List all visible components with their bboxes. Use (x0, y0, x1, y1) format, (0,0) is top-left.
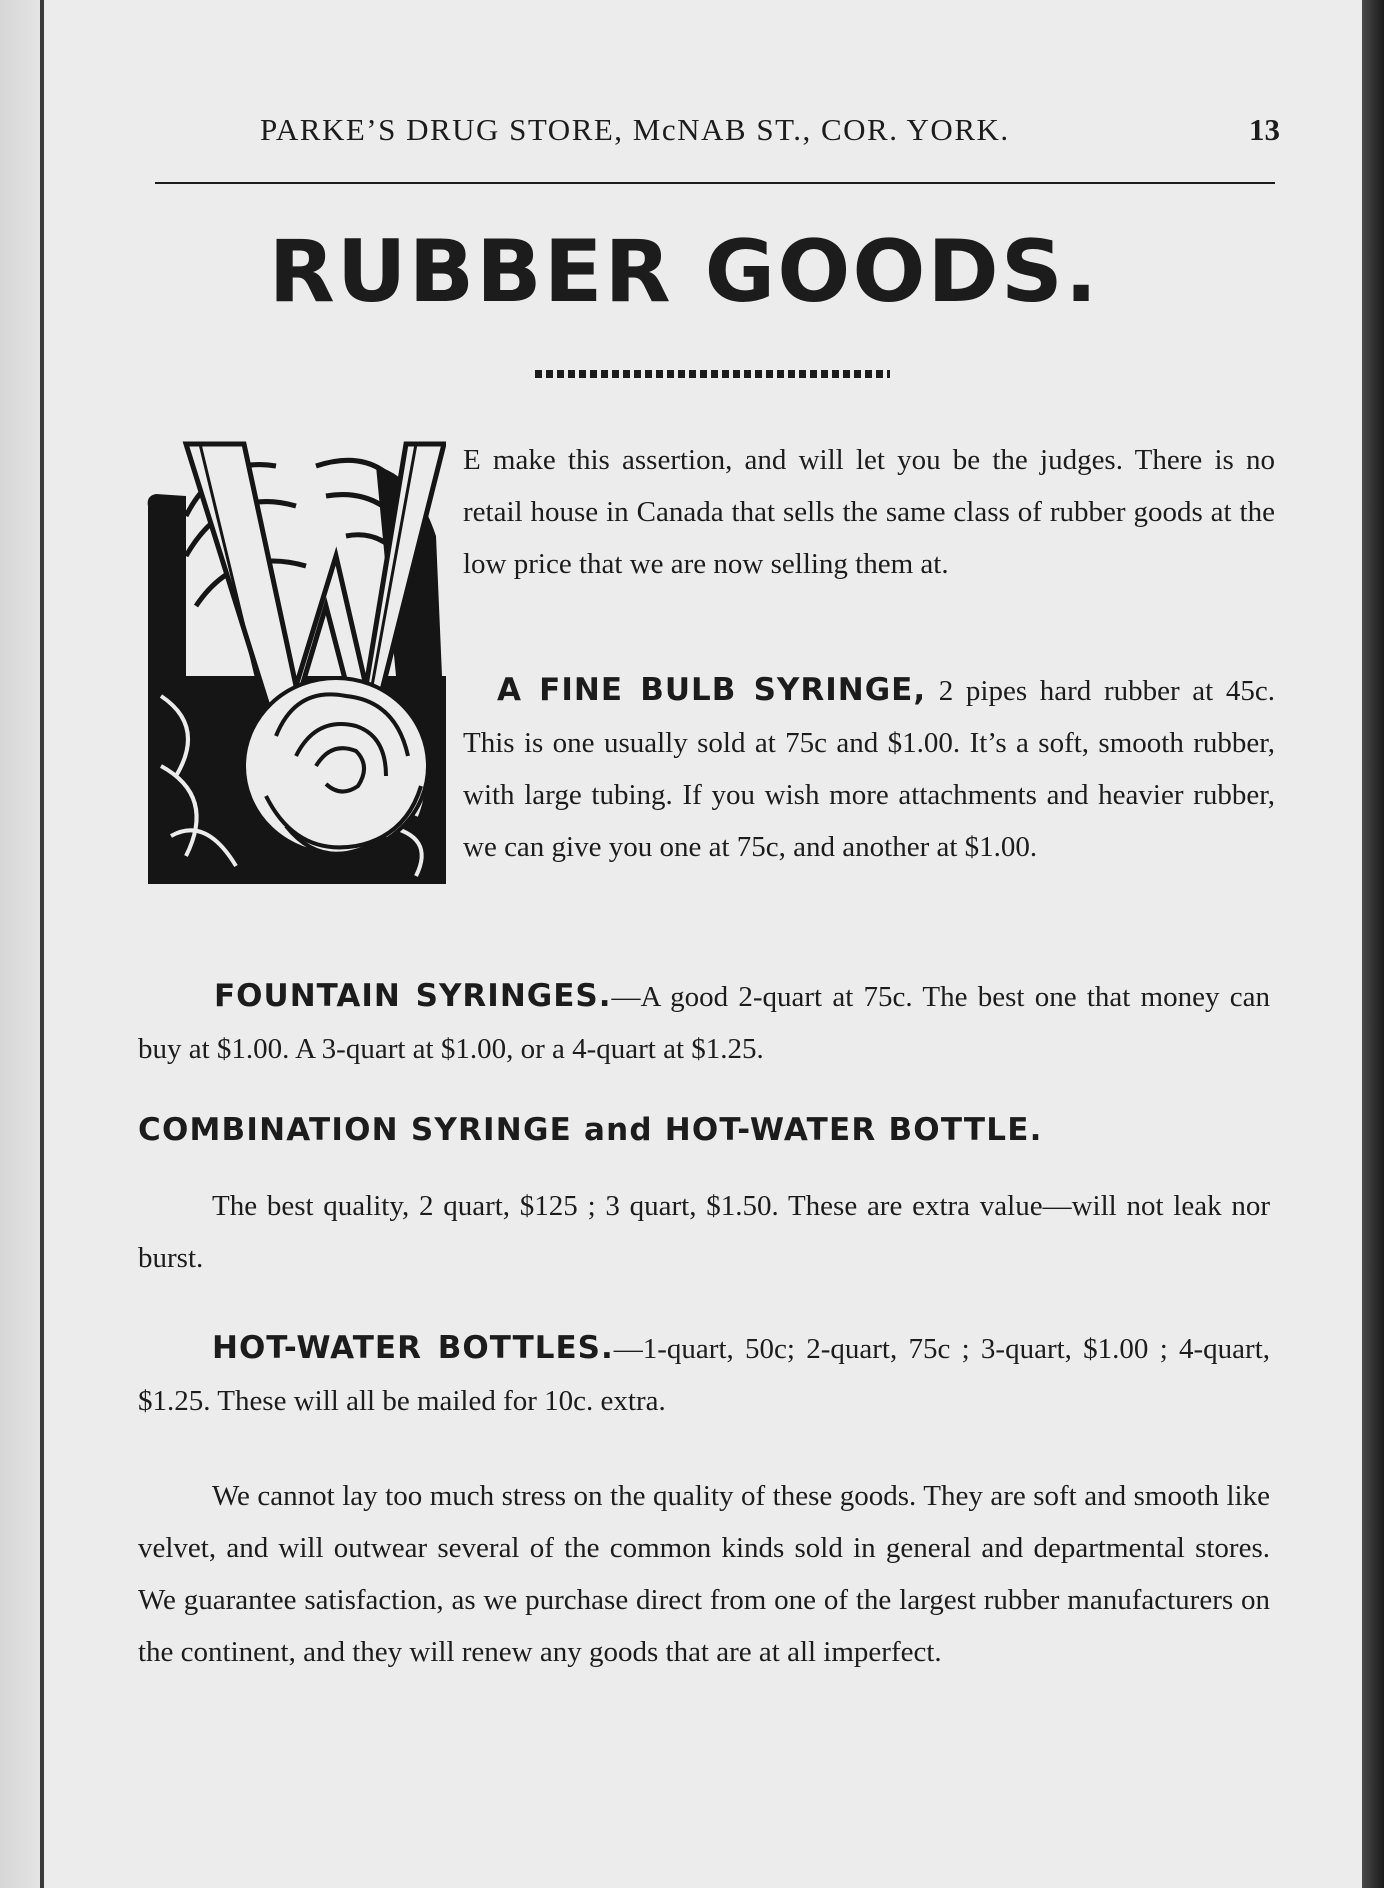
closing-text: We cannot lay too much stress on the quality of these goods. They are soft and smooth like velvet, and will outwear several of the common kinds sold in general and departmental stores. We guarantee satisfaction, as we purchase direct from one of the largest rubber manufacturers on the continent, and they will renew any goods that are at all imperfect. (138, 1480, 1270, 1668)
fountain-syringes-text: —A good 2-quart at 75c. The best one that money can buy at $1.00. A 3-quart at $1.00, or a 4-quart at $1.25. (138, 981, 1270, 1065)
drop-cap-rose-ornament (146, 436, 446, 884)
running-header (150, 112, 1280, 162)
intro-paragraph: E make this assertion, and will let you be the judges. There is no retail house in Canada that sells the same class of rubber goods at the low price that we are now selling them at. (463, 444, 1275, 580)
hot-water-bottles-heading: HOT-WATER BOTTLES. (212, 1330, 614, 1366)
hot-water-bottles-paragraph (138, 1322, 1270, 1427)
page-title: RUBBER GOODS. (268, 222, 1100, 322)
closing-paragraph (138, 1470, 1270, 1678)
dotted-divider (535, 370, 890, 378)
fountain-syringes-paragraph (138, 970, 1270, 1075)
fountain-syringes-heading: FOUNTAIN SYRINGES. (214, 978, 612, 1014)
bulb-syringe-paragraph (463, 664, 1275, 873)
header-rule (155, 182, 1275, 184)
page-number: 13 (1249, 112, 1280, 147)
bulb-syringe-heading: A FINE BULB SYRINGE, (497, 672, 927, 708)
bulb-syringe-text: 2 pipes hard rubber at 45c. This is one usually sold at 75c and $1.00. It’s a soft, smooth rubber, with large tubing. If you wish more attachments and heavier rubber, we can give you one at 75c, and another at $1.00. (463, 675, 1275, 863)
combination-text: The best quality, 2 quart, $125 ; 3 quart, $1.50. These are extra value—will not leak nor burst. (138, 1190, 1270, 1274)
combination-heading: COMBINATION SYRINGE and HOT-WATER BOTTLE. (138, 1112, 1043, 1148)
hot-water-bottles-text: —1-quart, 50c; 2-quart, 75c ; 3-quart, $1.00 ; 4-quart, $1.25. These will all be mailed for 10c. extra. (138, 1333, 1271, 1417)
combination-paragraph (138, 1180, 1270, 1284)
running-title: PARKE’S DRUG STORE, McNAB ST., COR. YORK. (260, 112, 1010, 147)
